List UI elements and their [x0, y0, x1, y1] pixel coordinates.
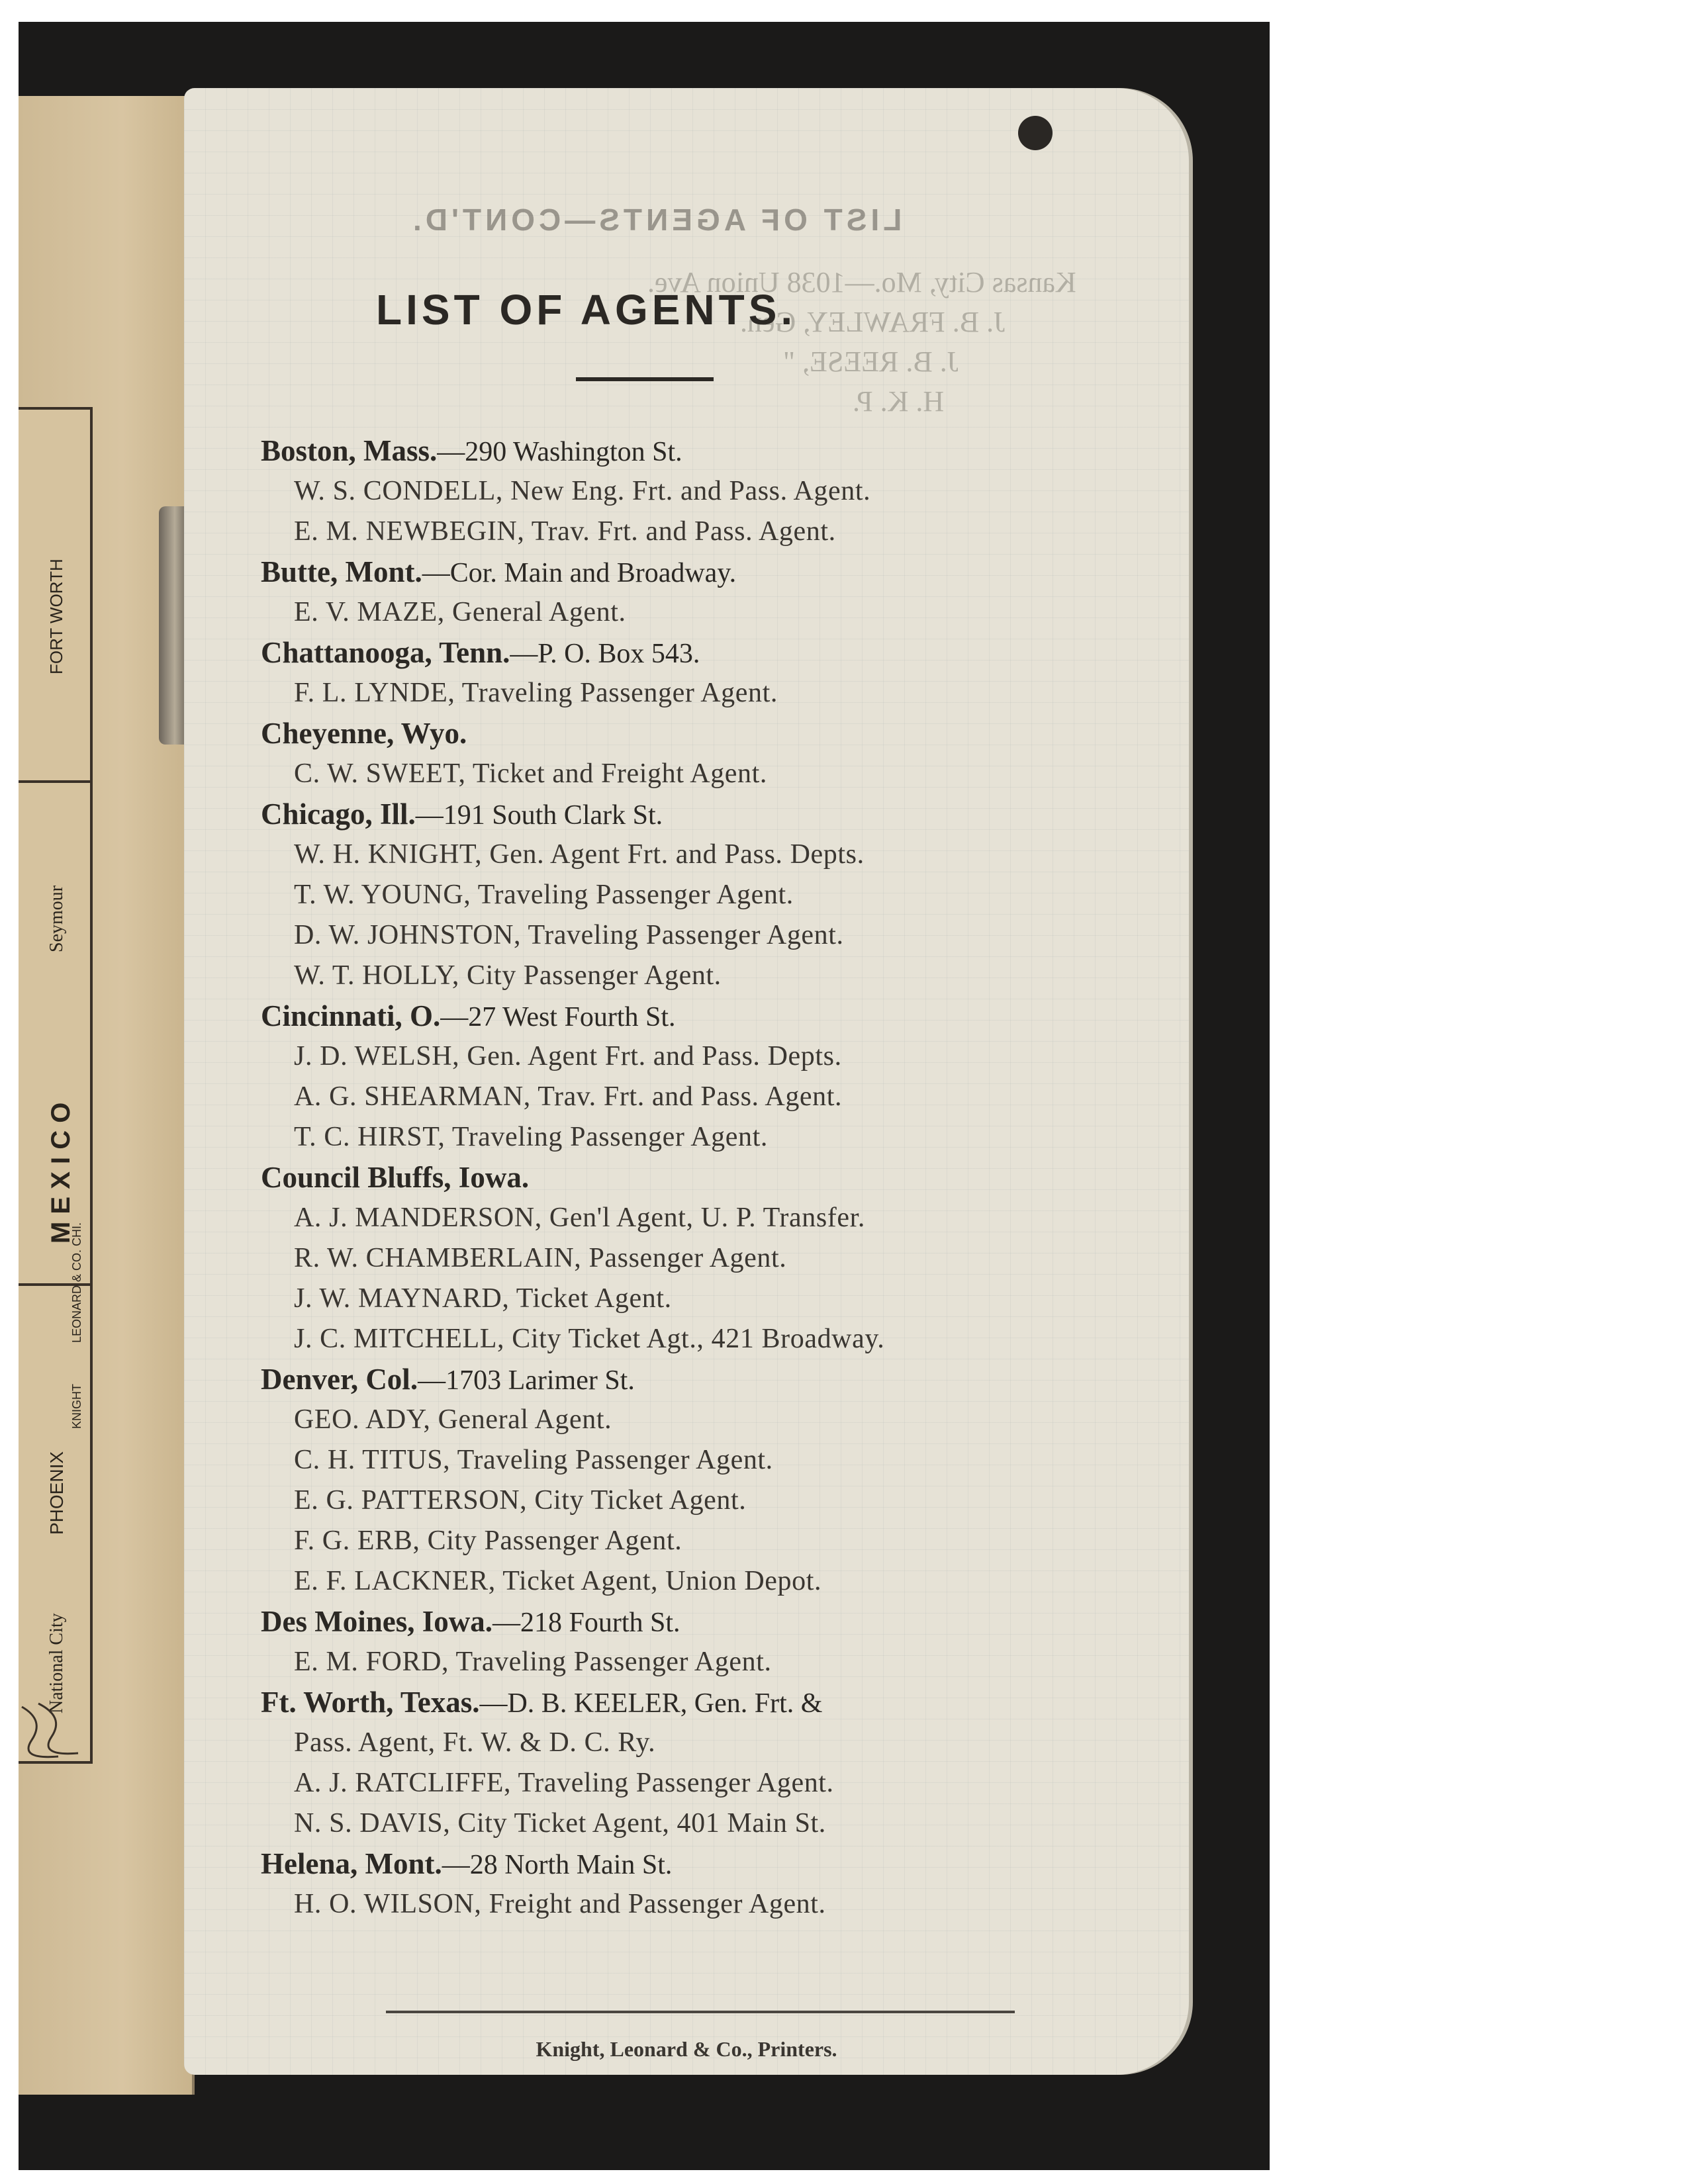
- agent-entry: E. F. LACKNER, Ticket Agent, Union Depot.: [294, 1566, 822, 1596]
- city-heading: [261, 1359, 1168, 1400]
- city-name: Chattanooga, Tenn.: [261, 636, 510, 669]
- city-heading: [261, 996, 1168, 1036]
- agent-entry: E. M. NEWBEGIN, Trav. Frt. and Pass. Agent.: [294, 516, 836, 547]
- city-name: Butte, Mont.: [261, 555, 422, 588]
- map-label-printer: LEONARD & CO. CHI.: [70, 1222, 83, 1343]
- city-heading: [261, 1158, 1168, 1198]
- agent-entry: F. L. LYNDE, Traveling Passenger Agent.: [294, 678, 778, 708]
- city-name: Denver, Col.: [261, 1363, 418, 1396]
- printer-credit: Knight, Leonard & Co., Printers.: [536, 2037, 837, 2061]
- agent-entry: R. W. CHAMBERLAIN, Passenger Agent.: [294, 1243, 787, 1273]
- bleed-through-line: J. B. FRAWLEY, Gen.: [740, 306, 1006, 338]
- bleed-through-line: J. B. REESE, ": [783, 345, 959, 378]
- right-page: [184, 88, 1189, 2075]
- bleed-through-heading: LIST OF AGENTS—CONT'D.: [409, 203, 902, 237]
- page-title: LIST OF AGENTS.: [376, 286, 797, 334]
- agent-entry: E. G. PATTERSON, City Ticket Agent.: [294, 1485, 747, 1516]
- city-name: Boston, Mass.: [261, 434, 438, 467]
- agent-entry: W. H. KNIGHT, Gen. Agent Frt. and Pass. Depts.: [294, 839, 865, 870]
- city-name: Chicago, Ill.: [261, 797, 416, 831]
- city-address: —1703 Larimer St.: [418, 1365, 635, 1396]
- agent-entry: T. C. HIRST, Traveling Passenger Agent.: [294, 1122, 768, 1152]
- city-heading: [261, 794, 1168, 835]
- footer-rule: [386, 2011, 1015, 2013]
- agent-entry: A. G. SHEARMAN, Trav. Frt. and Pass. Agent.: [294, 1081, 843, 1112]
- scanned-spread: [19, 22, 1270, 2170]
- city-address: —D. B. KEELER, Gen. Frt. &: [479, 1688, 823, 1719]
- city-name: Cheyenne, Wyo.: [261, 717, 467, 750]
- city-name: Cincinnati, O.: [261, 999, 441, 1032]
- agent-entry: J. D. WELSH, Gen. Agent Frt. and Pass. Depts.: [294, 1041, 842, 1071]
- city-address: —P. O. Box 543.: [510, 639, 700, 669]
- map-frame: [19, 407, 93, 1764]
- map-divider: [19, 780, 90, 783]
- city-heading: [261, 431, 1168, 471]
- city-heading: [261, 552, 1168, 592]
- map-label-mexico: M E X I C O: [46, 1102, 75, 1244]
- bleed-through-line: H. K. P.: [853, 385, 945, 418]
- city-address: —Cor. Main and Broadway.: [422, 558, 737, 588]
- agent-entry: N. S. DAVIS, City Ticket Agent, 401 Main St.: [294, 1808, 826, 1839]
- bleed-through-line: Kansas City, Mo.—1038 Union Ave.: [647, 266, 1076, 298]
- city-name: Ft. Worth, Texas.: [261, 1686, 480, 1719]
- agent-entry: E. M. FORD, Traveling Passenger Agent.: [294, 1647, 772, 1677]
- city-address: —28 North Main St.: [442, 1850, 673, 1880]
- city-name: Des Moines, Iowa.: [261, 1605, 492, 1638]
- city-address: —218 Fourth St.: [492, 1608, 680, 1638]
- city-address: —290 Washington St.: [437, 437, 682, 467]
- agents-list: [261, 431, 1168, 1925]
- agent-entry: C. W. SWEET, Ticket and Freight Agent.: [294, 758, 768, 789]
- agent-entry: J. C. MITCHELL, City Ticket Agt., 421 Broadway.: [294, 1324, 885, 1354]
- city-address: —191 South Clark St.: [415, 800, 663, 831]
- map-label-phoenix: PHOENIX: [46, 1451, 67, 1535]
- agent-entry: H. O. WILSON, Freight and Passenger Agent.: [294, 1889, 826, 1919]
- agent-entry: F. G. ERB, City Passenger Agent.: [294, 1525, 682, 1556]
- agent-entry: W. S. CONDELL, New Eng. Frt. and Pass. Agent.: [294, 476, 871, 506]
- map-terrain-icon: [19, 1700, 85, 1760]
- city-heading: [261, 1844, 1168, 1884]
- agent-entry: T. W. YOUNG, Traveling Passenger Agent.: [294, 880, 794, 910]
- agent-entry: C. H. TITUS, Traveling Passenger Agent.: [294, 1445, 773, 1475]
- map-label-fort-worth: FORT WORTH: [46, 559, 66, 674]
- agent-entry: Pass. Agent, Ft. W. & D. C. Ry.: [294, 1727, 656, 1758]
- map-label-knight: KNIGHT: [70, 1383, 83, 1429]
- city-address: —27 West Fourth St.: [440, 1002, 676, 1032]
- agent-entry: E. V. MAZE, General Agent.: [294, 597, 626, 627]
- left-page-map: [19, 96, 195, 2095]
- city-name: Council Bluffs, Iowa.: [261, 1161, 530, 1194]
- city-heading: [261, 1682, 1168, 1723]
- map-label-seymour: Seymour: [46, 885, 67, 952]
- agent-entry: J. W. MAYNARD, Ticket Agent.: [294, 1283, 672, 1314]
- city-name: Helena, Mont.: [261, 1847, 442, 1880]
- city-heading: [261, 633, 1168, 673]
- agent-entry: D. W. JOHNSTON, Traveling Passenger Agent.: [294, 920, 844, 950]
- city-heading: [261, 713, 1168, 754]
- agent-entry: W. T. HOLLY, City Passenger Agent.: [294, 960, 722, 991]
- map-label-national-city: National City: [46, 1613, 67, 1713]
- agent-entry: A. J. RATCLIFFE, Traveling Passenger Agent.: [294, 1768, 834, 1798]
- city-heading: [261, 1602, 1168, 1642]
- agent-entry: A. J. MANDERSON, Gen'l Agent, U. P. Transfer.: [294, 1203, 865, 1233]
- title-rule: [576, 377, 714, 381]
- agent-entry: GEO. ADY, General Agent.: [294, 1404, 612, 1435]
- punch-hole: [1018, 116, 1053, 150]
